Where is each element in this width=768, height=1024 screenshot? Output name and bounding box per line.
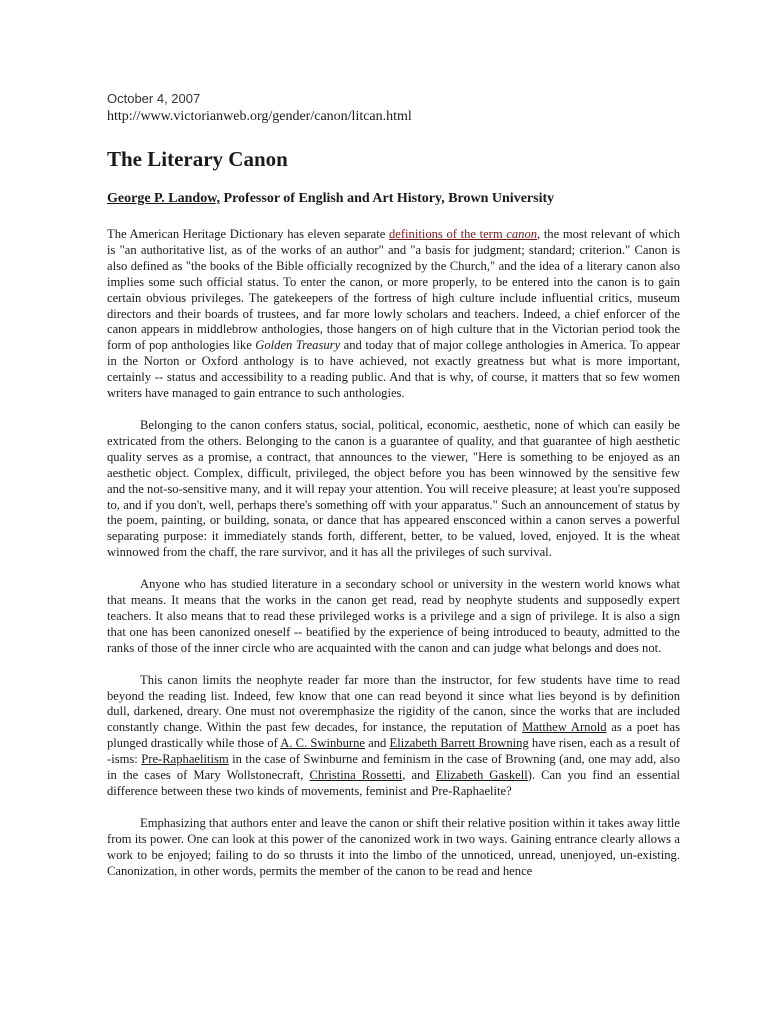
paragraph-3: Anyone who has studied literature in a secondary school or university in the western world knows what that means. It means that the works in the canon get read, read by neophyte students and supposedly expert teachers. It also means that to read these privileged works is a privilege and a sign of privilege. It is also a sign that one has been canonized oneself -- beatified by the experience of being introduced to beauty, admitted to the ranks of those of the inner circle who are acquainted with the canon and can judge what belongs and does not. [107,577,680,655]
paragraph-2: Belonging to the canon confers status, social, political, economic, aesthetic, none of which can easily be extricated from the others. Belonging to the canon is a guarantee of quality, and that guarantee of high aesthetic quality serves as a promise, a contract, that announces to the viewer, "Here is something to be enjoyed as an aesthetic object. Complex, difficult, privileged, the object before you has been winnowed by the sensitive few and the not-so-sensitive many, and it will repay your attention. You will receive pleasure; at least you're supposed to, and if you don't, well, perhaps there's something off with your apparatus." Such an announcement of status by the poem, painting, or building, sonata, or dance that has appeared ensconced within a canon serves a powerful separating purpose: it immediately stands forth, different, better, to be valued, loved, enjoyed. It is the wheat winnowed from the chaff, the rare survivor, and it has all the privileges of such survival. [107,417,680,560]
golden-treasury-title: Golden Treasury [255,338,341,353]
p1-text-2: , the most relevant of which is "an authoritative list, as of the works of an author" and "a basis for judgment; standard; criterion." Canon is also defined as "the books of the Bible officially recognized by the Church," and the idea of a literary canon also implies some such official status. To enter the canon, or more properly, to be entered into the canon is to gain certain obvious privileges. The gatekeepers of the fortress of high culture include influential critics, museum directors and their boards of trustees, and far more lowly scholars and teachers. Indeed, a chief enforcer of the canon appears in middlebrow anthologies, those hangers on of high culture that in the Victorian period took the form of pop anthologies like [107,227,680,353]
paragraph-4 [107,673,680,800]
author-link[interactable]: George P. Landow, [107,191,221,206]
swinburne-link[interactable]: A. C. Swinburne [280,736,365,751]
elizabeth-gaskell-link[interactable]: Elizabeth Gaskell [435,768,528,783]
canon-term: canon [506,227,538,241]
p4-text-3: and [364,736,390,751]
p4-text-7: ). Can you find an essential difference between these two kinds of movements, feminist and Pre-Raphaelite? [107,768,680,798]
definitions-link-text: definitions of the term [388,227,507,241]
source-url: http://www.victorianweb.org/gender/canon/litcan.html [107,109,412,124]
document-date: October 4, 2007 [107,91,201,106]
p1-text-3: and today that of major college anthologies in America. To appear in the Norton or Oxford anthology is to have achieved, not exactly greatness but what is more important, certainly -- status and accessibility to a reading public. And that is why, of course, it matters that so few women writers have managed to gain entrance to such anthologies. [107,338,680,401]
matthew-arnold-link[interactable]: Matthew Arnold [522,720,607,735]
byline [107,190,680,208]
p1-text-1: The American Heritage Dictionary has eleven separate [107,227,389,241]
p4-text-1: This canon limits the neophyte reader far more than the instructor, for few students have time to read beyond the reading list. Indeed, few know that one can read beyond it since what lies beyond is by definition dull, darkened, dreary. One must not overemphasize the rigidity of the canon, since the works that are included constantly change. Within the past few decades, for instance, the reputation of [107,672,680,735]
paragraph-1 [107,227,680,402]
christina-rossetti-link[interactable]: Christina Rossetti [309,768,403,783]
paragraph-5: Emphasizing that authors enter and leave the canon or shift their relative position within it takes away little from its power. One can look at this power of the canonized work in two ways. Gaining entrance clearly allows a work to be enjoyed; failing to do so thrusts it into the limbo of the unnoticed, unread, unenjoyed, un-existing. Canonization, in other words, permits the member of the canon to be read and hence [107,815,680,878]
page-title: The Literary Canon [107,147,288,171]
p4-text-5: in the case of Swinburne and feminism in the case of Browning (and, one may add, also in the cases of Mary Wollstonecraft, [107,752,680,783]
definitions-link[interactable] [389,227,537,241]
p4-text-6: , and [402,768,436,783]
browning-link[interactable]: Elizabeth Barrett Browning [389,736,529,751]
author-affiliation: Professor of English and Art History, Brown University [220,191,555,206]
pre-raphaelitism-link[interactable]: Pre-Raphaelitism [141,752,229,767]
p4-text-2: as a poet has plunged drastically while those of [107,720,680,751]
p4-text-4: have risen, each as a result of -isms: [107,736,680,767]
